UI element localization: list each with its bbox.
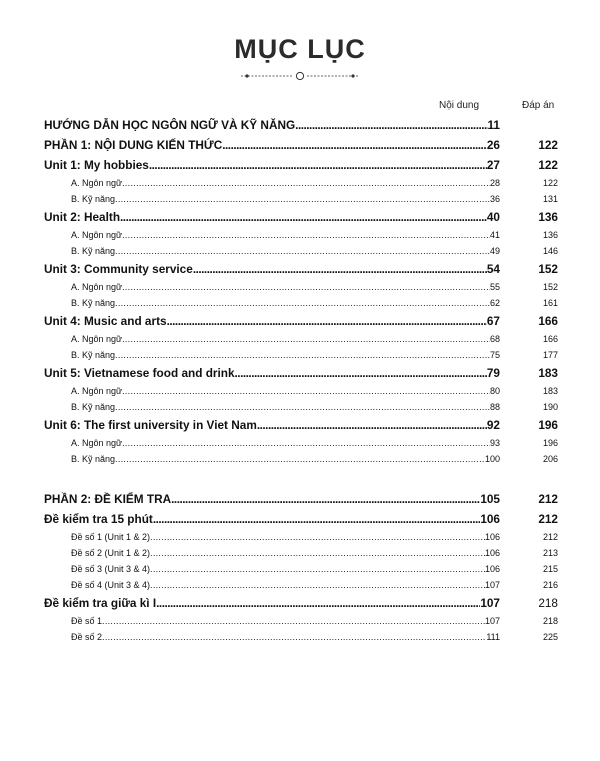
toc-entry-label: A. Ngôn ngữ — [71, 230, 123, 240]
toc-content-page: 41 — [489, 230, 500, 240]
toc-subsection-row[interactable] — [44, 386, 558, 402]
dot-leader — [167, 314, 487, 328]
toc-entry-label: HƯỚNG DẪN HỌC NGÔN NGỮ VÀ KỸ NĂNG — [44, 118, 296, 132]
toc-answer-page: 218 — [538, 596, 558, 610]
toc-content-page: 106 — [484, 532, 500, 542]
toc-section-row[interactable] — [44, 366, 558, 386]
toc-content-page: 11 — [487, 118, 500, 132]
toc-entry-label: B. Kỹ năng — [71, 298, 116, 308]
dot-leader — [171, 492, 480, 506]
toc-answer-page: 212 — [538, 512, 558, 526]
dot-leader — [150, 532, 485, 542]
toc-entry-label: B. Kỹ năng — [71, 454, 116, 464]
dot-leader — [222, 138, 487, 152]
toc-entry-label: B. Kỹ năng — [71, 402, 116, 412]
toc-subsection-row[interactable] — [44, 438, 558, 454]
toc-answer-page: 196 — [538, 418, 558, 432]
toc-content-page: 62 — [489, 298, 500, 308]
toc-content-page: 54 — [486, 262, 500, 276]
toc-content-page: 27 — [486, 158, 500, 172]
toc-answer-page: 152 — [542, 282, 558, 292]
dot-leader — [115, 454, 485, 464]
toc-answer-page: 190 — [542, 402, 558, 412]
title-divider-ornament — [241, 70, 359, 82]
toc-content-page: 40 — [486, 210, 500, 224]
toc-content-page: 75 — [489, 350, 500, 360]
toc-content-page: 107 — [480, 596, 500, 610]
toc-entry-label: Unit 1: My hobbies — [44, 158, 149, 172]
page-title: MỤC LỤC — [234, 34, 366, 64]
dot-leader — [115, 402, 490, 412]
toc-entry-label: Đề số 4 (Unit 3 & 4) — [71, 580, 151, 590]
toc-entry-label: Đề số 3 (Unit 3 & 4) — [71, 564, 151, 574]
toc-entry-label: B. Kỹ năng — [71, 246, 116, 256]
toc-content-page: 36 — [489, 194, 500, 204]
toc-subsection-row[interactable] — [44, 454, 558, 470]
toc-answer-page: 122 — [538, 138, 558, 152]
dot-leader — [295, 118, 487, 132]
toc-content-page: 49 — [489, 246, 500, 256]
toc-entry-label: B. Kỹ năng — [71, 194, 116, 204]
dot-leader — [115, 298, 490, 308]
toc-content-page: 106 — [484, 564, 500, 574]
dot-leader — [102, 616, 485, 626]
toc-entry-label: A. Ngôn ngữ — [71, 334, 123, 344]
toc-answer-page: 131 — [542, 194, 558, 204]
toc-subsection-row[interactable] — [44, 564, 558, 580]
toc-entry-label: Đề số 2 (Unit 1 & 2) — [71, 548, 151, 558]
dot-leader — [156, 596, 480, 610]
dot-leader — [115, 246, 490, 256]
toc-content-page: 107 — [484, 616, 500, 626]
dot-leader — [150, 564, 485, 574]
dot-leader — [153, 512, 480, 526]
column-header-content: Nội dung — [439, 100, 480, 111]
toc-entry-label: PHẦN 1: NỘI DUNG KIẾN THỨC — [44, 138, 223, 152]
toc-answer-page: 122 — [538, 158, 558, 172]
toc-answer-page: 183 — [538, 366, 558, 380]
toc-answer-page: 218 — [542, 616, 558, 626]
toc-answer-page: 212 — [538, 492, 558, 506]
toc-subsection-row[interactable] — [44, 402, 558, 418]
toc-answer-page: 166 — [542, 334, 558, 344]
toc-entry-label: Unit 4: Music and arts — [44, 314, 167, 328]
toc-answer-page: 161 — [542, 298, 558, 308]
toc-entry-label: Đề số 1 (Unit 1 & 2) — [71, 532, 151, 542]
toc-entry-label: A. Ngôn ngữ — [71, 178, 123, 188]
toc-section-row[interactable] — [44, 512, 558, 532]
toc-entry-label: Unit 5: Vietnamese food and drink — [44, 366, 235, 380]
column-header-answers: Đáp án — [522, 100, 555, 111]
dot-leader — [149, 158, 487, 172]
toc-section-row[interactable] — [44, 158, 558, 178]
toc-entry-label: PHẦN 2: ĐỀ KIỂM TRA — [44, 492, 172, 506]
toc-entry-label: A. Ngôn ngữ — [71, 438, 123, 448]
toc-section-row[interactable] — [44, 118, 558, 138]
dot-leader — [115, 350, 490, 360]
dot-leader — [122, 230, 490, 240]
dot-leader — [122, 178, 490, 188]
toc-entry-label: Đề kiểm tra 15 phút — [44, 512, 153, 526]
toc-section-row[interactable] — [44, 262, 558, 282]
dot-leader — [122, 334, 490, 344]
toc-section-row[interactable] — [44, 210, 558, 230]
toc-content-page: 67 — [486, 314, 500, 328]
toc-content-page: 100 — [484, 454, 500, 464]
dot-leader — [257, 418, 487, 432]
toc-entry-label: Đề số 1 — [71, 616, 103, 626]
section-spacer — [44, 470, 558, 492]
toc-subsection-row[interactable] — [44, 178, 558, 194]
toc-answer-page: 196 — [542, 438, 558, 448]
toc-entry-label: Unit 3: Community service — [44, 262, 193, 276]
toc-subsection-row[interactable] — [44, 350, 558, 366]
toc-answer-page: 213 — [542, 548, 558, 558]
toc-answer-page: 206 — [542, 454, 558, 464]
toc-answer-page: 215 — [542, 564, 558, 574]
toc-section-row[interactable] — [44, 418, 558, 438]
toc-content-page: 105 — [480, 492, 500, 506]
toc-answer-page: 146 — [542, 246, 558, 256]
dot-leader — [102, 632, 486, 642]
toc-content-page: 55 — [489, 282, 500, 292]
toc-entry-label: Đề số 2 — [71, 632, 103, 642]
toc-content-page: 26 — [486, 138, 500, 152]
toc-content-page: 68 — [489, 334, 500, 344]
dot-leader — [120, 210, 487, 224]
toc-content-page: 111 — [486, 632, 500, 642]
toc-section-row[interactable] — [44, 138, 558, 158]
toc-answer-page: 212 — [542, 532, 558, 542]
toc-section-row[interactable] — [44, 596, 558, 616]
toc-answer-page: 183 — [542, 386, 558, 396]
toc-subsection-row[interactable] — [44, 580, 558, 596]
toc-subsection-row[interactable] — [44, 230, 558, 246]
toc-answer-page: 225 — [542, 632, 558, 642]
toc-subsection-row[interactable] — [44, 246, 558, 262]
toc-entry-label: Đề kiểm tra giữa kì I — [44, 596, 157, 610]
dot-leader — [150, 548, 485, 558]
dot-leader — [122, 282, 490, 292]
dot-leader — [122, 438, 490, 448]
toc-subsection-row[interactable] — [44, 632, 558, 648]
toc-subsection-row[interactable] — [44, 616, 558, 632]
toc-answer-page: 136 — [542, 230, 558, 240]
toc-subsection-row[interactable] — [44, 298, 558, 314]
toc-subsection-row[interactable] — [44, 194, 558, 210]
toc-content-page: 107 — [484, 580, 500, 590]
toc-subsection-row[interactable] — [44, 532, 558, 548]
toc-entry-label: A. Ngôn ngữ — [71, 386, 123, 396]
toc-answer-page: 152 — [538, 262, 558, 276]
toc-subsection-row[interactable] — [44, 548, 558, 564]
toc-content-page: 79 — [486, 366, 500, 380]
toc-subsection-row[interactable] — [44, 334, 558, 350]
toc-subsection-row[interactable] — [44, 282, 558, 298]
dot-leader — [115, 194, 490, 204]
toc-section-row[interactable] — [44, 314, 558, 334]
dot-leader — [193, 262, 487, 276]
toc-content-page: 106 — [480, 512, 500, 526]
dot-leader — [122, 386, 490, 396]
toc-content-page: 80 — [489, 386, 500, 396]
toc-content-page: 28 — [489, 178, 500, 188]
dot-leader — [150, 580, 485, 590]
toc-section-row[interactable] — [44, 492, 558, 512]
toc-entry-label: A. Ngôn ngữ — [71, 282, 123, 292]
toc-content-page: 92 — [486, 418, 500, 432]
table-of-contents — [44, 118, 558, 648]
toc-answer-page: 122 — [542, 178, 558, 188]
dot-leader — [235, 366, 487, 380]
toc-answer-page: 136 — [538, 210, 558, 224]
toc-entry-label: B. Kỹ năng — [71, 350, 116, 360]
toc-content-page: 93 — [489, 438, 500, 448]
toc-answer-page: 166 — [538, 314, 558, 328]
toc-content-page: 106 — [484, 548, 500, 558]
toc-answer-page: 216 — [542, 580, 558, 590]
toc-content-page: 88 — [489, 402, 500, 412]
toc-answer-page: 177 — [542, 350, 558, 360]
toc-entry-label: Unit 2: Health — [44, 210, 121, 224]
toc-entry-label: Unit 6: The first university in Viet Nam — [44, 418, 257, 432]
